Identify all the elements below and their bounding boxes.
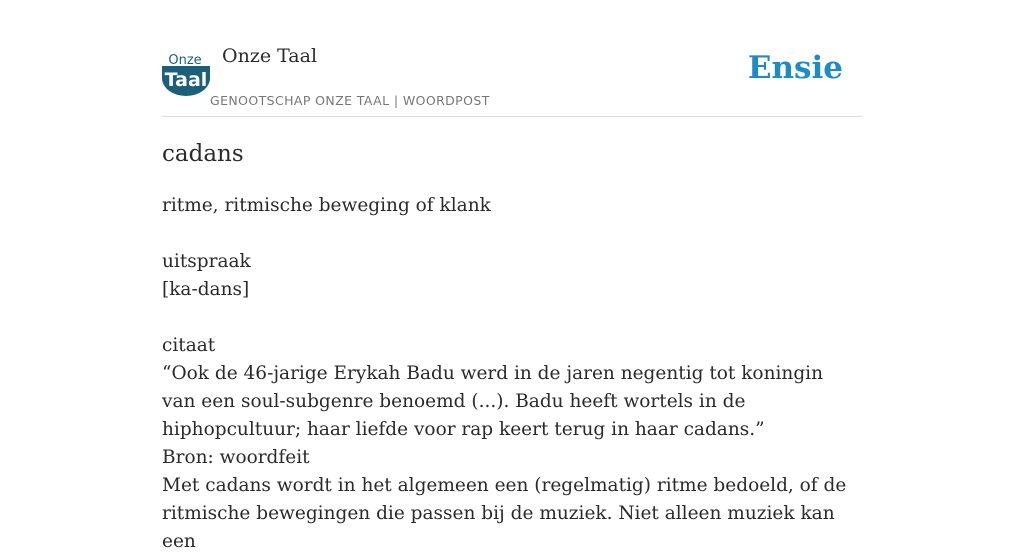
site-name[interactable]: Onze Taal bbox=[222, 45, 318, 67]
quote-label: citaat bbox=[162, 335, 216, 356]
pronunciation-value: [ka-dans] bbox=[162, 279, 250, 300]
logo-bottom-text: Taal bbox=[164, 69, 208, 91]
spacer bbox=[162, 304, 862, 332]
onze-taal-logo[interactable] bbox=[162, 53, 210, 96]
site-header bbox=[162, 0, 862, 117]
ensie-brand-link[interactable]: Ensie bbox=[747, 50, 843, 86]
pronunciation-label: uitspraak bbox=[162, 251, 251, 272]
entry-content bbox=[162, 138, 862, 556]
entry-definition: ritme, ritmische beweging of klank bbox=[162, 195, 491, 216]
entry-headword: cadans bbox=[162, 141, 244, 167]
entry-explanation: Met cadans wordt in het algemeen een (regelmatig) ritme bedoeld, of de ritmische bewegingen die passen bij de muziek. Niet alleen muziek kan een bbox=[162, 475, 847, 552]
site-subtitle: GENOOTSCHAP ONZE TAAL | WOORDPOST bbox=[210, 93, 490, 108]
quote-source: Bron: woordfeit bbox=[162, 447, 310, 468]
spacer bbox=[162, 220, 862, 248]
quote-text: “Ook de 46-jarige Erykah Badu werd in de jaren negentig tot koningin van een soul-subgenre benoemd (...). Badu heeft wortels in de hiphopcultuur; haar liefde voor rap keert terug in haar cadans.” bbox=[162, 363, 823, 440]
logo-top-text: Onze bbox=[168, 53, 202, 68]
